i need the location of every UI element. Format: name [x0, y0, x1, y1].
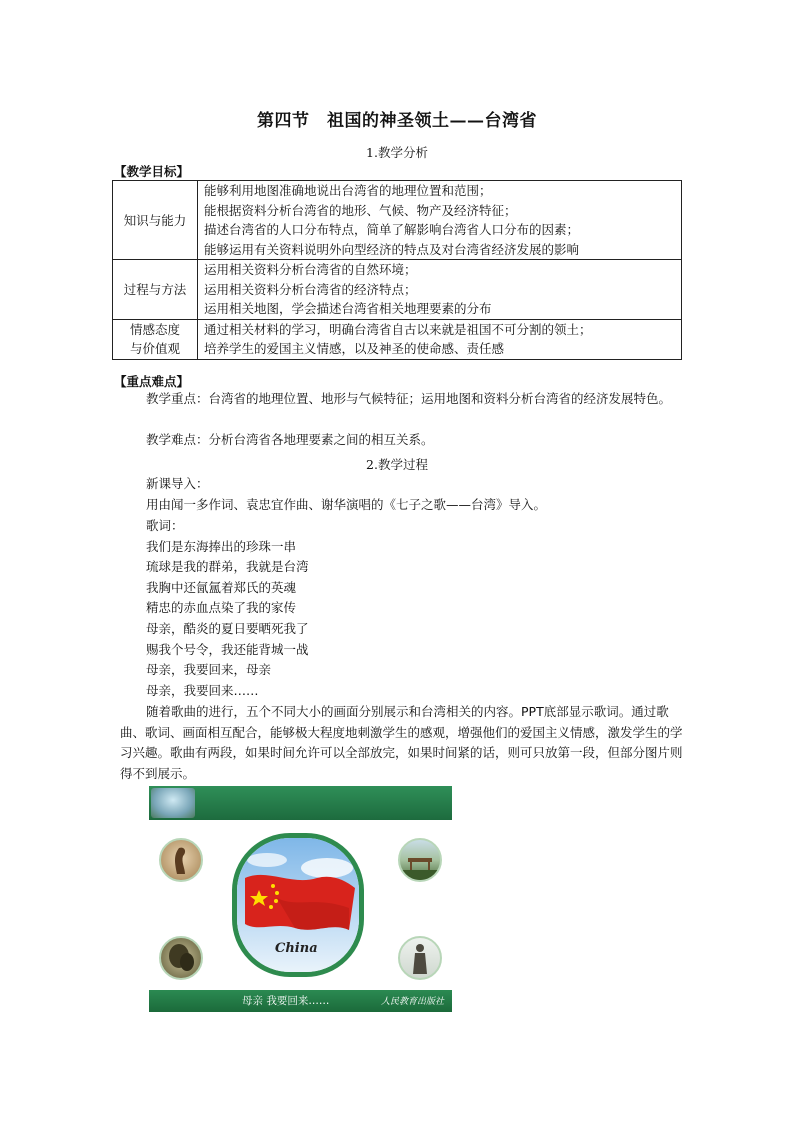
- items-cell: [198, 181, 682, 260]
- objective-item: 运用相关资料分析台湾省的经济特点；: [204, 281, 417, 297]
- objective-item: 能够运用有关资料说明外向型经济的特点及对台湾省经济发展的影响: [204, 241, 580, 257]
- items-cell: [198, 260, 682, 320]
- objective-item: 能根据资料分析台湾省的地形、气候、物产及经济特征；: [204, 202, 517, 218]
- objectives-label: 【教学目标】: [114, 164, 190, 179]
- intro-text: 用由闻一多作词、袁忠宜作曲、谢华演唱的《七子之歌——台湾》导入。: [146, 497, 547, 512]
- document-title: 第四节 祖国的神圣领土——台湾省: [257, 111, 537, 131]
- slide-caption: 母亲 我要回来……: [242, 995, 330, 1007]
- section-heading-process: 2.教学过程: [366, 457, 428, 472]
- section-heading-analysis: 1.教学分析: [366, 145, 428, 160]
- table-row: [113, 260, 682, 320]
- table-row: [113, 319, 682, 359]
- slide-image: [149, 786, 452, 1012]
- category-cell: 知识与能力: [113, 181, 198, 260]
- statue-photo: [398, 936, 442, 980]
- objective-item: 运用相关地图，学会描述台湾省相关地理要素的分布: [204, 301, 492, 316]
- category-line: 情感态度: [129, 322, 180, 337]
- rock-icon: [161, 840, 201, 880]
- category-line: 与价值观: [129, 341, 180, 356]
- lyric-line: 母亲，酷炎的夏日要晒死我了: [146, 621, 309, 636]
- rock-photo: [159, 838, 203, 882]
- items-cell: [198, 319, 682, 359]
- objective-item: 描述台湾省的人口分布特点，简单了解影响台湾省人口分布的因素；: [204, 222, 580, 237]
- tree-icon: [161, 938, 201, 978]
- flag-frame: [232, 833, 364, 977]
- objective-item: 能够利用地图准确地说出台湾省的地理位置和范围；: [204, 183, 492, 198]
- intro-label: 新课导入：: [146, 476, 209, 491]
- objective-item: 通过相关材料的学习，明确台湾省自古以来就是祖国不可分割的领土；: [204, 321, 592, 337]
- category-cell: [113, 319, 198, 359]
- landscape-thumbnail: [151, 788, 195, 818]
- tree-photo: [159, 936, 203, 980]
- objectives-table: [112, 180, 682, 360]
- difficult-point-text: 教学难点：分析台湾省各地理要素之间的相互关系。: [146, 432, 434, 447]
- category-cell: 过程与方法: [113, 260, 198, 320]
- lyrics-label: 歌词：: [146, 518, 184, 533]
- publisher-logo: 人民教育出版社: [380, 997, 444, 1007]
- lyric-line: 我们是东海捧出的珍珠一串: [146, 539, 297, 554]
- lyric-line: 母亲，我要回来……: [146, 683, 259, 698]
- table-row: [113, 181, 682, 260]
- pavilion-icon: [400, 840, 440, 880]
- china-label: China: [275, 941, 318, 956]
- landscape-photo: [398, 838, 442, 882]
- key-points-label: 【重点难点】: [114, 374, 190, 389]
- lyric-line: 我胸中还氤氲着郑氏的英魂: [146, 580, 297, 595]
- key-point-text: 教学重点：台湾省的地理位置、地形与气候特征；运用地图和资料分析台湾省的经济发展特色。: [146, 391, 672, 406]
- closing-paragraph: 随着歌曲的进行，五个不同大小的画面分别展示和台湾相关的内容。PPT底部显示歌词。通过歌曲、歌词、画面相互配合，能够极大程度地刺激学生的感观，增强他们的爱国主义情感，激发学生的学习兴趣。歌曲有两段，如果时间允许可以全部放完，如果时间紧的话，则可只放第一段，但部分图片则得不到展示。: [120, 704, 683, 781]
- lyric-line: 精忠的赤血点染了我的家传: [146, 600, 297, 615]
- objective-item: 运用相关资料分析台湾省的自然环境；: [204, 262, 417, 277]
- lyric-line: 琉球是我的群弟，我就是台湾: [146, 559, 309, 574]
- objective-item: 培养学生的爱国主义情感，以及神圣的使命感、责任感: [204, 341, 505, 356]
- lyric-line: 母亲，我要回来，母亲: [146, 662, 272, 677]
- lyric-line: 赐我个号令，我还能背城一战: [146, 642, 309, 657]
- statue-icon: [400, 938, 440, 978]
